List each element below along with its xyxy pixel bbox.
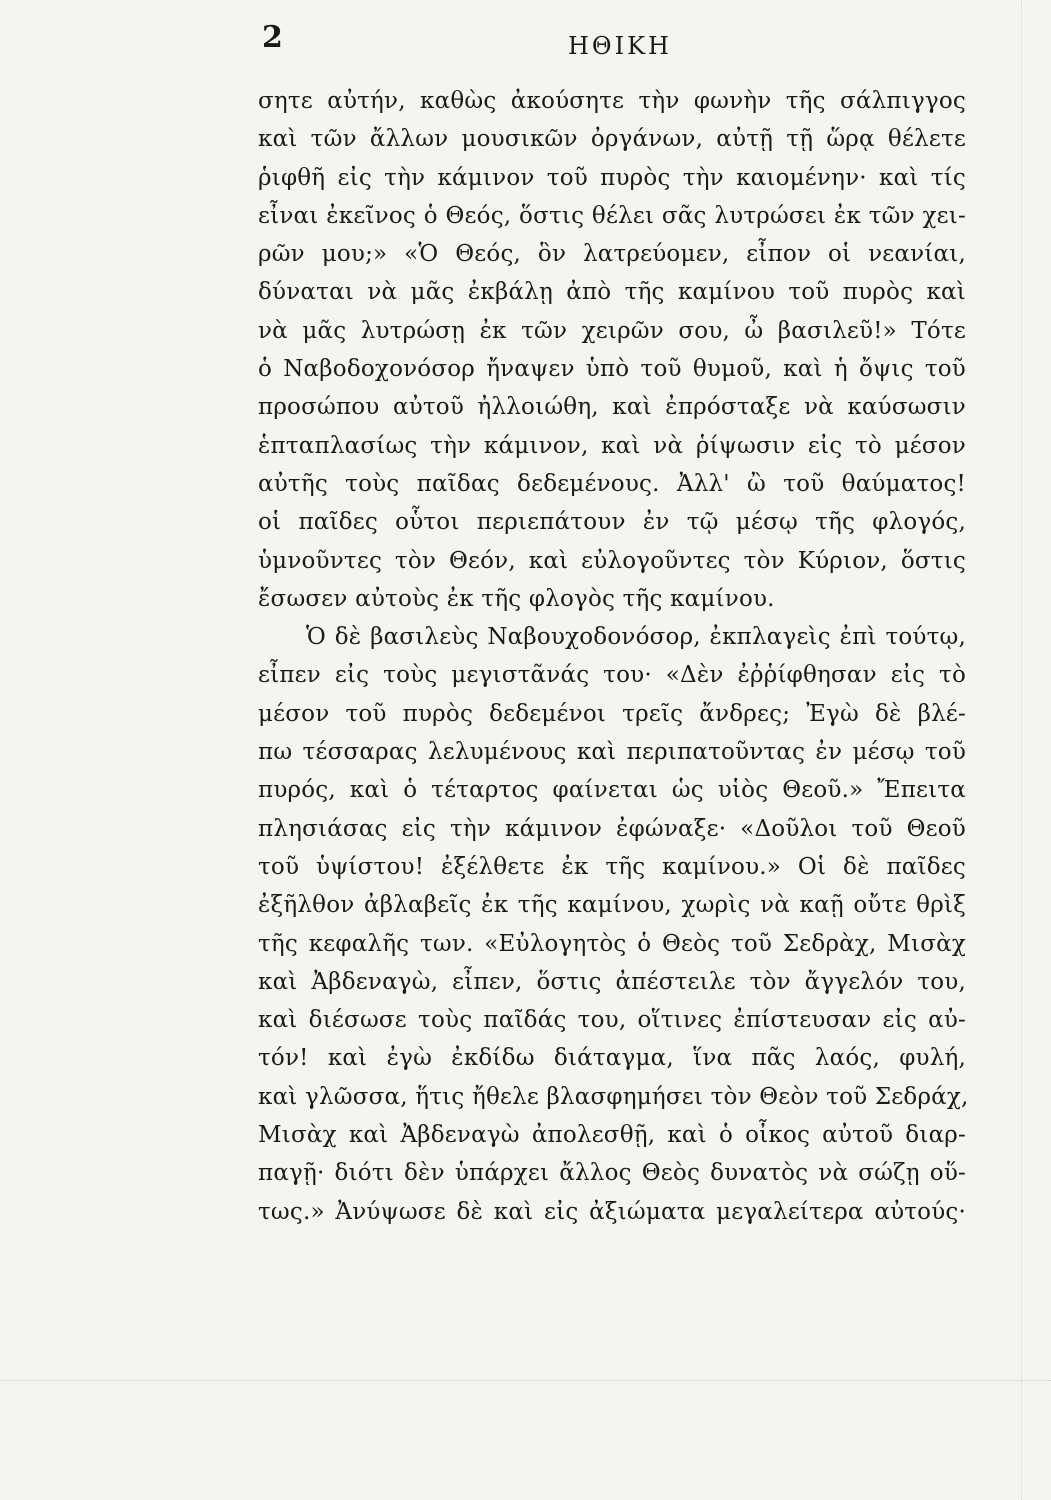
scan-edge-bottom — [0, 1380, 1051, 1382]
text-line: σητε αὐτήν, καθὼς ἀκούσητε τὴν φωνὴν τῆς σάλπιγγος — [258, 88, 966, 114]
text-line: τῆς κεφαλῆς των. «Εὐλογητὸς ὁ Θεὸς τοῦ Σεδρὰχ, Μισὰχ — [258, 930, 966, 957]
text-line: καὶ τῶν ἄλλων μουσικῶν ὀργάνων, αὐτῇ τῇ ὥρᾳ θέλετε — [258, 126, 966, 153]
body-text — [258, 82, 969, 1231]
text-line: τως.» Ἀνύψωσε δὲ καὶ εἰς ἀξιώματα μεγαλείτερα αὐτούς· — [258, 1198, 966, 1225]
text-line: ἑπταπλασίως τὴν κάμινον, καὶ νὰ ῥίψωσιν εἰς τὸ μέσον — [258, 432, 966, 459]
text-line: εἶναι ἐκεῖνος ὁ Θεός, ὅστις θέλει σᾶς λυτρώσει ἐκ τῶν χει- — [258, 202, 966, 229]
text-line: καὶ γλῶσσα, ἥτις ἤθελε βλασφημήσει τὸν Θεὸν τοῦ Σεδράχ, — [258, 1083, 969, 1110]
text-line: ρῶν μου;» «Ὁ Θεός, ὃν λατρεύομεν, εἶπον οἱ νεανίαι, — [258, 241, 966, 268]
text-line: αὐτῆς τοὺς παῖδας δεδεμένους. Ἀλλ' ὢ τοῦ θαύματος! — [258, 470, 966, 497]
text-line: πλησιάσας εἰς τὴν κάμινον ἐφώναξε· «Δοῦλοι τοῦ Θεοῦ — [258, 815, 966, 842]
text-line: καὶ Ἀβδεναγὼ, εἶπεν, ὅστις ἀπέστειλε τὸν ἄγγελόν του, — [258, 968, 966, 995]
text-line: πυρός, καὶ ὁ τέταρτος φαίνεται ὡς υἱὸς Θεοῦ.» Ἔπειτα — [258, 777, 966, 804]
text-line: Μισὰχ καὶ Ἀβδεναγὼ ἀπολεσθῇ, καὶ ὁ οἶκος αὐτοῦ διαρ- — [258, 1122, 966, 1149]
text-line: τόν! καὶ ἐγὼ ἐκδίδω διάταγμα, ἵνα πᾶς λαός, φυλή, — [258, 1045, 966, 1072]
text-line: τοῦ ὑψίστου! ἐξέλθετε ἐκ τῆς καμίνου.» Οἱ δὲ παῖδες — [258, 853, 966, 880]
text-line: νὰ μᾶς λυτρώσῃ ἐκ τῶν χειρῶν σου, ὦ βασιλεῦ!» Τότε — [258, 317, 966, 344]
paragraph-start-line: Ὁ δὲ βασιλεὺς Ναβουχοδονόσορ, ἐκπλαγεὶς ἐπὶ τούτῳ, — [306, 624, 966, 651]
text-line: οἱ παῖδες οὗτοι περιεπάτουν ἐν τῷ μέσῳ τῆς φλογός, — [258, 509, 966, 536]
page-number: 2 — [262, 20, 284, 55]
text-line: καὶ διέσωσε τοὺς παῖδάς του, οἵτινες ἐπίστευσαν εἰς αὐ- — [258, 1007, 966, 1034]
text-line: ἐξῆλθον ἀβλαβεῖς ἐκ τῆς καμίνου, χωρὶς νὰ καῇ οὔτε θρὶξ — [258, 892, 966, 919]
text-line: ὁ Ναβοδοχονόσορ ἤναψεν ὑπὸ τοῦ θυμοῦ, καὶ ἡ ὄψις τοῦ — [258, 356, 966, 383]
scan-edge-right — [1021, 0, 1023, 1500]
text-line: ἔσωσεν αὐτοὺς ἐκ τῆς φλογὸς τῆς καμίνου. — [258, 585, 775, 612]
text-line: προσώπου αὐτοῦ ἠλλοιώθη, καὶ ἐπρόσταξε νὰ καύσωσιν — [258, 394, 966, 421]
text-line: ῥιφθῆ εἰς τὴν κάμινον τοῦ πυρὸς τὴν καιομένην· καὶ τίς — [258, 164, 966, 191]
text-line: δύναται νὰ μᾶς ἐκβάλῃ ἀπὸ τῆς καμίνου τοῦ πυρὸς καὶ — [258, 279, 966, 306]
text-line: παγῇ· διότι δὲν ὑπάρχει ἄλλος Θεὸς δυνατὸς νὰ σώζῃ οὕ- — [258, 1160, 966, 1187]
running-head: ΗΘΙΚΗ — [568, 32, 672, 60]
text-line: εἶπεν εἰς τοὺς μεγιστᾶνάς του· «Δὲν ἐῤῥίφθησαν εἰς τὸ — [258, 662, 966, 689]
text-line: πω τέσσαρας λελυμένους καὶ περιπατοῦντας ἐν μέσῳ τοῦ — [258, 739, 966, 766]
text-line: ὑμνοῦντες τὸν Θεόν, καὶ εὐλογοῦντες τὸν Κύριον, ὅστις — [258, 547, 966, 574]
text-line: μέσον τοῦ πυρὸς δεδεμένοι τρεῖς ἄνδρες; Ἐγὼ δὲ βλέ- — [258, 700, 966, 727]
